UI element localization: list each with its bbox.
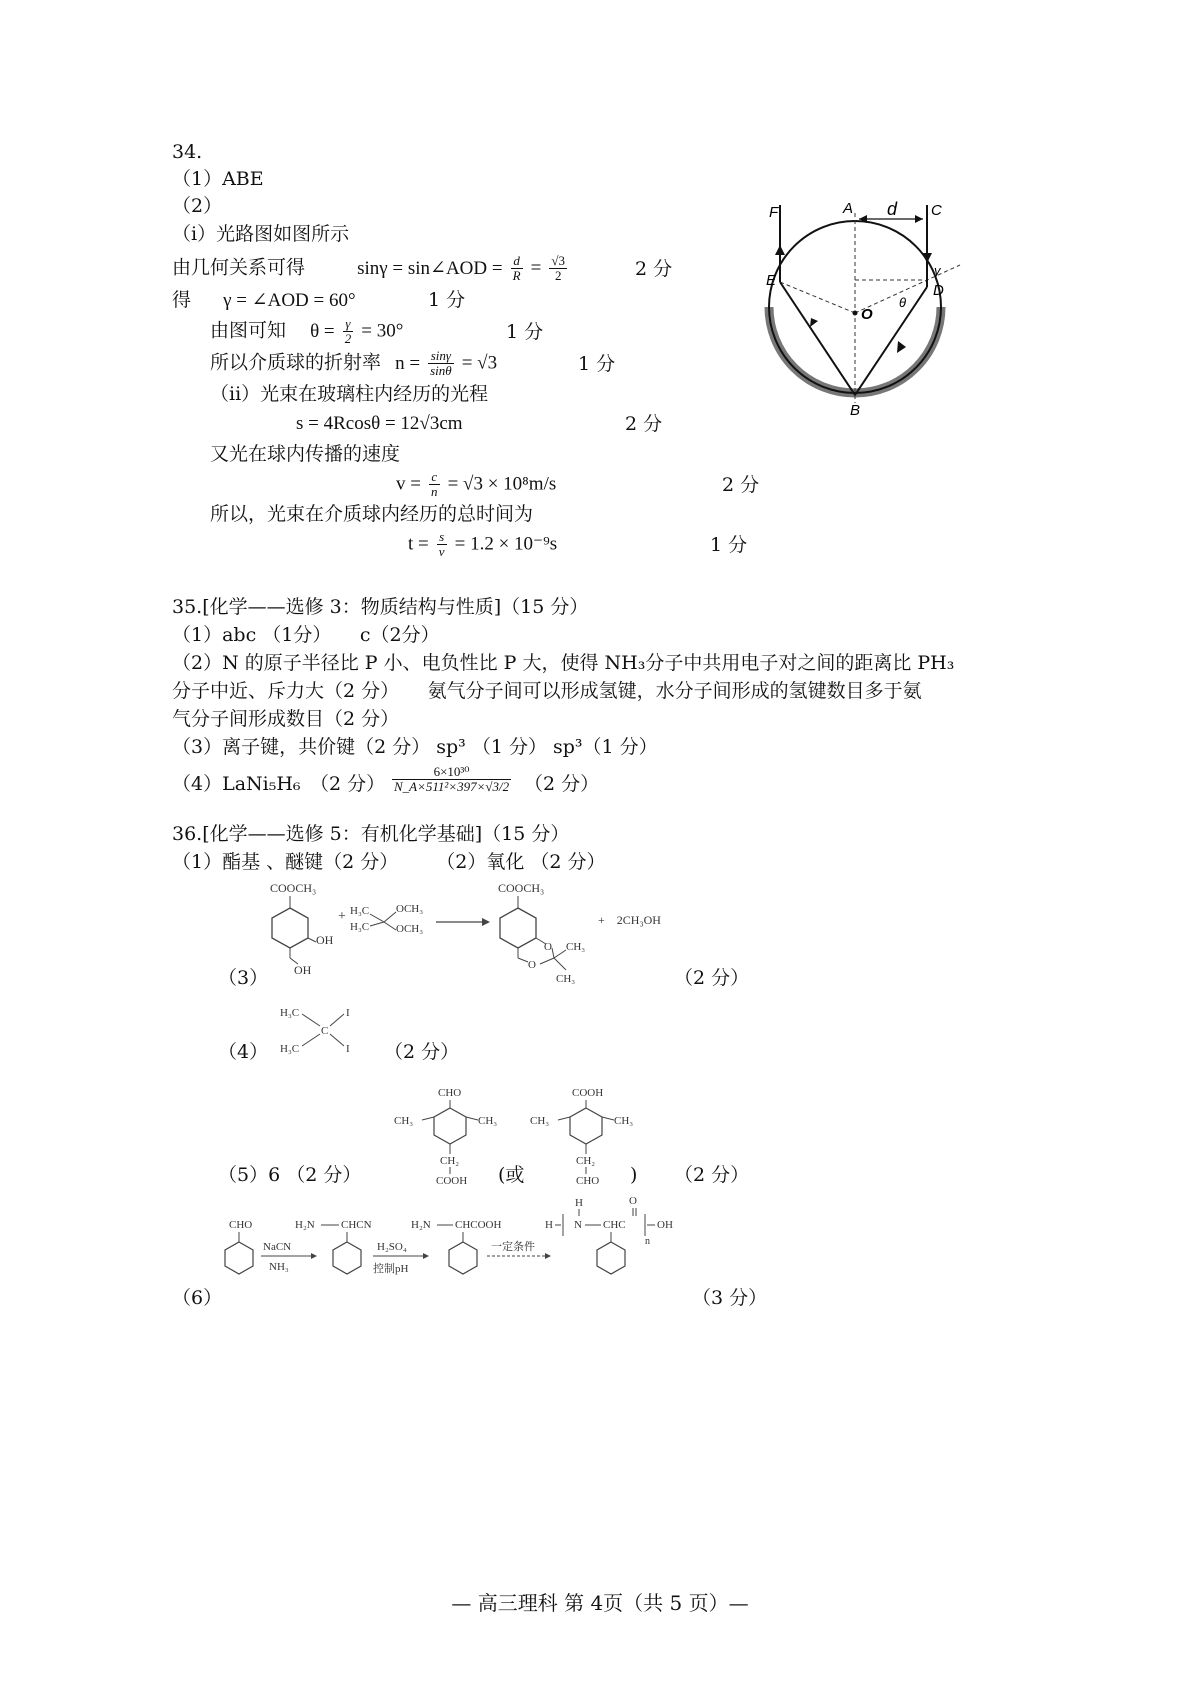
s5a-ch3-left: CH₃ <box>394 1115 414 1127</box>
q34-geo-line <box>172 254 569 283</box>
q34-fig-score: 1 分 <box>506 321 544 343</box>
reactant-ch2oh: OH <box>294 963 312 977</box>
q36-part5-or: (或 <box>498 1164 525 1186</box>
q35-part4-num: 6×10³⁰ <box>392 765 511 780</box>
s6-ph: 控制pH <box>373 1263 409 1275</box>
q34-geo-score: 2 分 <box>635 258 673 280</box>
q36-part6-score: （3 分） <box>692 1287 768 1309</box>
q34-fig-frac: $\frac{\gamma}{2}$ <box>344 316 352 346</box>
label-e: E <box>766 272 777 289</box>
q35-title: 35.[化学——选修 3：物质结构与性质]（15 分） <box>172 596 589 618</box>
figure-arrow-c <box>922 253 932 263</box>
reactant-oh: OH <box>316 933 334 947</box>
q36-part5-close: ) <box>630 1164 638 1186</box>
q36-structure-4 <box>278 1000 378 1064</box>
s5a-ch3-right: CH₃ <box>478 1115 498 1127</box>
q36-part1: （1）酯基 、醚键（2 分） （2）氧化 （2 分） <box>172 851 606 873</box>
acetal-och3-1: OCH₃ <box>396 903 424 915</box>
s6-o: O <box>629 1195 637 1207</box>
q34-fig-prefix: 由图可知 <box>210 319 287 342</box>
q34-number: 34. <box>172 141 203 163</box>
q35-part4-score: （2 分） <box>524 773 600 795</box>
s6-n: N <box>574 1219 582 1231</box>
q34-geo-eq: sinγ = sin∠AOD = <box>357 257 503 279</box>
s6-h-top: H <box>575 1197 583 1209</box>
product-methanol: + 2CH₃OH <box>598 913 661 927</box>
acetal-och3-2: OCH₃ <box>396 923 424 935</box>
q34-n-frac: $\frac{\sin\gamma}{\sin\theta}$ <box>430 348 452 378</box>
q34-t-line <box>408 530 557 559</box>
diiodo-i-1: I <box>346 1007 350 1019</box>
s5b-ch3-right: CH₃ <box>614 1115 634 1127</box>
q34-de-prefix: 得 <box>172 289 192 311</box>
s5b-ch3-left: CH₃ <box>530 1115 550 1127</box>
figure-arrow-db <box>897 341 906 353</box>
reactant-cooch3: COOCH₃ <box>270 881 317 895</box>
q34-v-line <box>396 470 556 499</box>
diiodo-c: C <box>321 1025 329 1037</box>
q35-part4-frac <box>392 765 511 794</box>
label-o: O <box>861 306 873 323</box>
q34-n-eq-right: = √3 <box>461 352 498 374</box>
acetal-h3c-2: H₃C <box>350 921 370 933</box>
q34-t-score: 1 分 <box>710 534 748 556</box>
figure-arrow-be <box>810 318 818 327</box>
light-path-figure <box>755 195 975 430</box>
s6-n-sub: n <box>645 1236 650 1247</box>
s5b-cooh: COOH <box>572 1087 604 1099</box>
q35-part2-line1: （2）N 的原子半径比 P 小、电负性比 P 大，使得 NH₃分子中共用电子对之间的距离比 PH₃ <box>172 652 955 674</box>
s6-cho: CHO <box>229 1219 253 1231</box>
label-gamma: γ <box>934 263 941 278</box>
q34-geo-prefix: 由几何关系可得 <box>172 256 306 279</box>
q34-t-frac: $\frac{s}{v}$ <box>438 529 445 559</box>
q35-part4-prefix: （4）LaNi₅H₆ （2 分） <box>172 773 386 795</box>
reaction-plus-1: + <box>338 909 346 924</box>
q34-s-eq: s = 4Rcosθ = 12√3cm <box>296 413 463 434</box>
q36-part4-score: （2 分） <box>384 1041 460 1063</box>
q36-structure-5a <box>392 1082 502 1188</box>
s6-che: CHC <box>603 1219 626 1231</box>
s5b-ch2: CH₂ <box>576 1155 596 1167</box>
q36-structure-5b <box>528 1082 638 1188</box>
acetal-h3c-1: H₃C <box>350 905 370 917</box>
diiodo-h3c-1: H₃C <box>280 1007 300 1019</box>
product-benzene-ring <box>500 908 536 948</box>
diiodo-i-2: I <box>346 1043 350 1055</box>
product-o-2: O <box>528 959 536 971</box>
q34-v-eq-right: = √3 × 10⁸m/s <box>447 473 557 495</box>
q36-part4-label: （4） <box>218 1041 269 1063</box>
q36-title: 36.[化学——选修 5：有机化学基础]（15 分） <box>172 823 570 845</box>
q34-n-prefix: 所以介质球的折射率 <box>210 351 382 374</box>
figure-center-dot <box>853 311 858 316</box>
s6-h2so4: H₂SO₄ <box>377 1241 407 1253</box>
page-footer: — 高三理科 第 4页（共 5 页）— <box>451 1591 749 1615</box>
s6-oh: OH <box>657 1219 673 1231</box>
s5a-cooh: COOH <box>436 1175 468 1187</box>
s6-h: H <box>545 1219 553 1231</box>
q36-synthesis-6 <box>215 1192 695 1288</box>
q35-part2-line3: 气分子间形成数目（2 分） <box>172 708 400 730</box>
label-a: A <box>843 200 854 217</box>
q34-v-frac: $\frac{c}{n}$ <box>431 469 438 499</box>
q34-geo-frac1: $\frac{d}{R}$ <box>512 253 521 283</box>
q34-fig-line <box>210 317 403 346</box>
product-ch3-2: CH₃ <box>556 973 576 985</box>
s5a-cho: CHO <box>438 1087 462 1099</box>
s6-chcn: CHCN <box>341 1219 372 1231</box>
q35-part3: （3）离子键，共价键（2 分） sp³ （1 分） sp³（1 分） <box>172 736 658 758</box>
q34-v-intro: 又光在球内传播的速度 <box>210 443 401 465</box>
q34-geo-eq2: = <box>530 257 542 279</box>
s5a-ch2: CH₂ <box>440 1155 460 1167</box>
label-theta: θ <box>899 295 907 310</box>
reactant-benzene-ring <box>272 908 308 948</box>
q34-v-score: 2 分 <box>722 474 760 496</box>
s6-h2n-2: H₂N <box>411 1219 431 1231</box>
diiodo-h3c-2: H₃C <box>280 1043 300 1055</box>
q34-i-intro: （i）光路图如图所示 <box>172 223 350 245</box>
s6-h2n-1: H₂N <box>295 1219 315 1231</box>
q34-n-score: 1 分 <box>578 353 616 375</box>
s6-cond: 一定条件 <box>491 1241 535 1253</box>
q34-de-score: 1 分 <box>428 289 466 311</box>
q34-de-line <box>172 288 356 313</box>
q34-geo-frac2: $\frac{√3}{2}$ <box>551 253 566 283</box>
figure-ray-be <box>780 282 855 395</box>
q36-reaction-3 <box>250 878 670 988</box>
q36-part5-label: （5）6 （2 分） <box>218 1164 362 1186</box>
q36-part3-score: （2 分） <box>674 967 750 989</box>
q34-n-line <box>210 349 497 378</box>
product-o-1: O <box>544 941 552 953</box>
label-d-dim: d <box>887 199 898 219</box>
q34-t-eq-right: = 1.2 × 10⁻⁹s <box>454 533 558 555</box>
q34-t-eq-left: t = <box>408 533 429 555</box>
q34-part1: （1）ABE <box>172 168 264 190</box>
q36-part5-score: （2 分） <box>674 1164 750 1186</box>
label-b: B <box>850 402 861 419</box>
s5b-cho: CHO <box>576 1175 600 1187</box>
q34-ii-intro: （ii）光束在玻璃柱内经历的光程 <box>210 383 489 405</box>
q35-part2-line2: 分子中近、斥力大（2 分） 氨气分子间可以形成氢键，水分子间形成的氢键数目多于氨 <box>172 680 922 702</box>
figure-arrow-f <box>775 245 785 255</box>
label-c: C <box>931 202 942 219</box>
q34-n-eq-left: n = <box>395 352 421 374</box>
q34-de-eq: γ = ∠AOD = 60° <box>223 290 356 311</box>
q36-part3-label: （3） <box>218 967 269 989</box>
q34-t-intro: 所以，光束在介质球内经历的总时间为 <box>210 503 534 525</box>
label-d-point: D <box>933 282 944 299</box>
product-cooch3: COOCH₃ <box>498 881 545 895</box>
q34-fig-eq-right: = 30° <box>361 320 404 342</box>
s6-nacn: NaCN <box>263 1241 292 1253</box>
label-f: F <box>769 204 779 221</box>
q34-s-score: 2 分 <box>625 413 663 435</box>
s6-chcooh: CHCOOH <box>455 1219 502 1231</box>
q35-part1: （1）abc （1分） c（2分） <box>172 624 440 646</box>
q34-part2: （2） <box>172 195 223 217</box>
q34-fig-eq-left: θ = <box>310 320 335 342</box>
q36-part6-label: （6） <box>172 1287 223 1309</box>
q34-v-eq-left: v = <box>396 473 421 495</box>
product-ch3-1: CH₃ <box>566 941 586 953</box>
s6-nh3: NH₃ <box>269 1261 289 1273</box>
q35-part4-den: N_A×511²×397×√3/2 <box>394 779 510 794</box>
figure-ray-db <box>855 287 927 395</box>
